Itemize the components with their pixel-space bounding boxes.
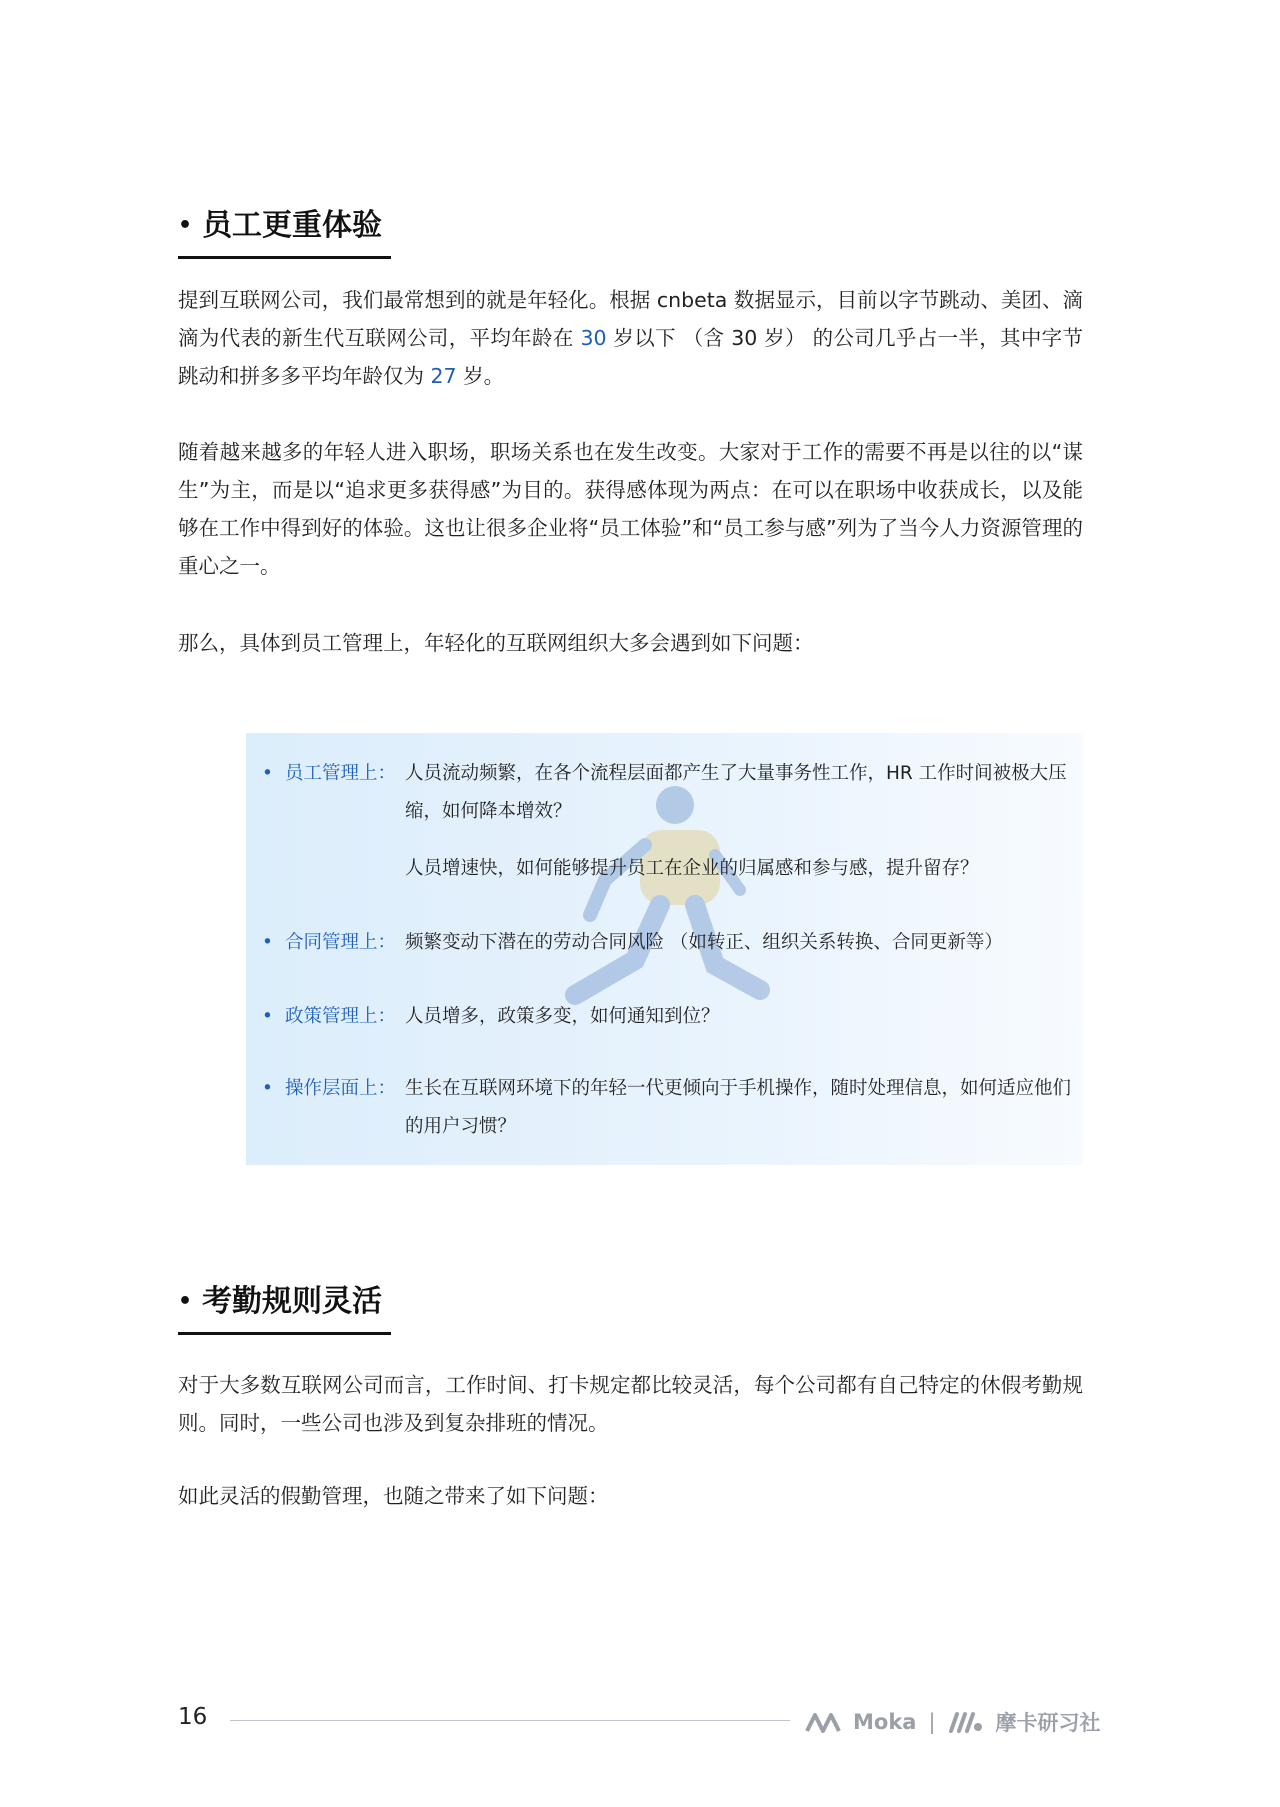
section-title-text: 考勤规则灵活 xyxy=(202,1284,383,1319)
paragraph-attendance-flex: 对于大多数互联网公司而言，工作时间、打卡规定都比较灵活，每个公司都有自己特定的休假考勤规则。同时，一些公司也涉及到复杂排班的情况。 xyxy=(178,1373,1083,1435)
item-label: 政策管理上： xyxy=(285,1006,397,1027)
moka-logo-icon xyxy=(805,1711,841,1733)
mokayanxishe-brand-text: 摩卡研习社 xyxy=(995,1711,1101,1735)
section-title-employee-experience xyxy=(178,208,383,243)
section-title-attendance xyxy=(178,1284,383,1319)
bullet-icon: • xyxy=(262,932,273,953)
item-text: 人员增速快，如何能够提升员工在企业的归属感和参与感，提升留存？ xyxy=(405,858,979,879)
bullet-icon: • xyxy=(262,1078,273,1099)
bullet-icon: • xyxy=(262,763,273,784)
item-text: 人员增多，政策多变，如何通知到位？ xyxy=(405,1006,720,1027)
footer-divider xyxy=(230,1720,790,1721)
paragraph-workplace-change: 随着越来越多的年轻人进入职场，职场关系也在发生改变。大家对于工作的需要不再是以往的以“谋生”为主，而是以“追求更多获得感”为目的。获得感体现为两点：在可以在职场中收获成长，以及能够在工作中得到好的体验。这也让很多企业将“员工体验”和“员工参与感”列为了当今人力资源管理的重心之一。 xyxy=(178,440,1083,578)
item-text: 人员流动频繁，在各个流程层面都产生了大量事务性工作，HR 工作时间被极大压缩，如何降本增效？ xyxy=(405,763,1067,822)
item-label: 合同管理上： xyxy=(285,932,397,953)
bullet-icon: • xyxy=(262,1006,273,1027)
footer-brand xyxy=(805,1707,1101,1737)
mokayanxishe-logo-icon xyxy=(948,1711,984,1733)
item-label: 操作层面上： xyxy=(285,1078,397,1099)
title-underline xyxy=(178,1332,391,1335)
page-number: 16 xyxy=(178,1704,208,1730)
item-text: 频繁变动下潜在的劳动合同风险 （如转正、组织关系转换、合同更新等） xyxy=(405,932,1003,953)
moka-brand-text: Moka xyxy=(853,1710,917,1734)
item-text: 生长在互联网环境下的年轻一代更倾向于手机操作，随时处理信息，如何适应他们的用户习惯？ xyxy=(405,1078,1072,1137)
paragraph-text: 岁。 xyxy=(456,364,505,388)
paragraph-text: 提到互联网公司，我们最常想到的就是年轻化。根据 cnbeta 数据显示，目前以字节跳动、美团、滴滴为代表的新生代互联网公司，平均年龄在 xyxy=(178,288,1083,350)
paragraph-youth-stats xyxy=(178,281,1083,395)
highlight-number: 30 xyxy=(580,326,607,350)
highlight-number: 27 xyxy=(430,364,457,388)
paragraph-attendance-problems: 如此灵活的假勤管理，也随之带来了如下问题： xyxy=(178,1484,609,1508)
paragraph-text: 岁以下 （含 30 岁） 的公司几乎占一半，其中字节跳动和拼多多平均年龄仅为 xyxy=(178,326,1083,388)
item-label: 员工管理上： xyxy=(285,763,397,784)
title-bullet: • xyxy=(178,1289,193,1314)
title-bullet: • xyxy=(178,213,193,238)
brand-separator: | xyxy=(928,1710,936,1734)
section-title-text: 员工更重体验 xyxy=(202,208,383,243)
paragraph-problems-intro: 那么，具体到员工管理上，年轻化的互联网组织大多会遇到如下问题： xyxy=(178,631,814,655)
title-underline xyxy=(178,256,391,259)
